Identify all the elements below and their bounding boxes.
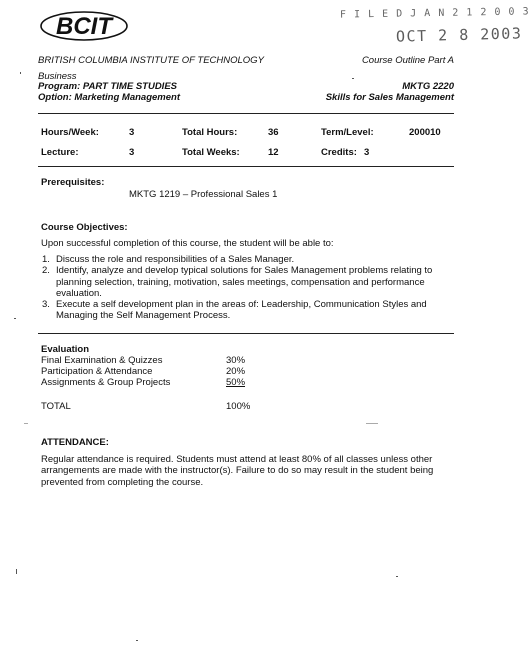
term-value: 200010	[409, 127, 441, 138]
scan-speck	[16, 569, 17, 574]
evaluation-total-label: TOTAL	[41, 401, 71, 412]
evaluation-total-value: 100%	[226, 401, 251, 412]
objective-text: Execute a self development plan in the areas of: Leadership, Communication Styles and Managing the Self Management Process.	[56, 299, 427, 322]
objective-number: 2.	[42, 265, 50, 277]
evaluation-row-label: Assignments & Group Projects	[41, 377, 171, 388]
objectives-list	[42, 254, 454, 322]
program-line: Program: PART TIME STUDIES	[38, 81, 177, 92]
evaluation-row-label: Final Examination & Quizzes	[41, 355, 163, 366]
evaluation-row-label: Participation & Attendance	[41, 366, 153, 377]
scan-speck	[352, 78, 354, 79]
term-label: Term/Level:	[321, 127, 374, 138]
divider-objectives	[38, 333, 454, 334]
school-name: Business	[38, 71, 77, 82]
total-hours-label: Total Hours:	[182, 127, 238, 138]
prerequisite-course: MKTG 1219 – Professional Sales 1	[129, 189, 278, 200]
lecture-value: 3	[129, 147, 135, 158]
objectives-heading: Course Objectives:	[41, 222, 128, 233]
hours-week-label: Hours/Week:	[41, 127, 99, 138]
objective-number: 1.	[42, 254, 50, 265]
total-weeks-label: Total Weeks:	[182, 147, 240, 158]
outline-label: Course Outline Part A	[361, 55, 454, 66]
scan-speck	[24, 423, 28, 424]
objective-item	[42, 299, 454, 322]
bcit-logo	[38, 8, 130, 44]
credits-label: Credits:	[321, 147, 357, 158]
evaluation-row-value: 20%	[226, 366, 246, 377]
hours-week-value: 3	[129, 127, 135, 138]
objective-text: Identify, analyze and develop typical solutions for Sales Management problems relating to planning selection, training, motivation, sales meetings, compensation and performance evaluation.	[56, 265, 433, 299]
scan-speck	[136, 640, 138, 641]
scan-speck	[396, 576, 398, 577]
divider-info	[38, 166, 454, 167]
prerequisites-heading: Prerequisites:	[41, 177, 105, 188]
stamp-date: OCT 2 8 2003	[395, 24, 523, 46]
lecture-label: Lecture:	[41, 147, 79, 158]
total-weeks-value: 12	[268, 147, 279, 158]
evaluation-row-value: 50%	[226, 377, 246, 388]
logo-text: BCIT	[56, 13, 112, 40]
divider-top	[38, 113, 454, 114]
credits-value: 3	[364, 147, 370, 158]
institute-name: BRITISH COLUMBIA INSTITUTE OF TECHNOLOGY	[38, 55, 264, 66]
attendance-heading: ATTENDANCE:	[41, 437, 109, 448]
objective-text: Discuss the role and responsibilities of a Sales Manager.	[56, 254, 295, 265]
objective-item	[42, 265, 454, 299]
objective-item	[42, 254, 454, 265]
attendance-text: Regular attendance is required. Students must attend at least 80% of all classes unless other arrangements are made with the instructor(s). Failure to do so may result in the student being prevented from completing the course.	[41, 454, 434, 488]
scan-speck	[14, 318, 16, 319]
evaluation-heading: Evaluation	[41, 344, 90, 355]
scan-speck	[366, 423, 378, 424]
objectives-intro: Upon successful completion of this course, the student will be able to:	[41, 238, 334, 249]
course-code: MKTG 2220	[402, 81, 454, 92]
total-hours-value: 36	[268, 127, 279, 138]
received-stamp	[334, 6, 530, 48]
stamp-line-1: F I L E D J A N 2 1 2 0 0 3	[339, 6, 530, 21]
option-line: Option: Marketing Management	[38, 92, 180, 103]
objective-number: 3.	[42, 299, 50, 311]
scan-speck	[20, 72, 21, 74]
evaluation-row-value: 30%	[226, 355, 246, 366]
course-title: Skills for Sales Management	[325, 92, 454, 103]
